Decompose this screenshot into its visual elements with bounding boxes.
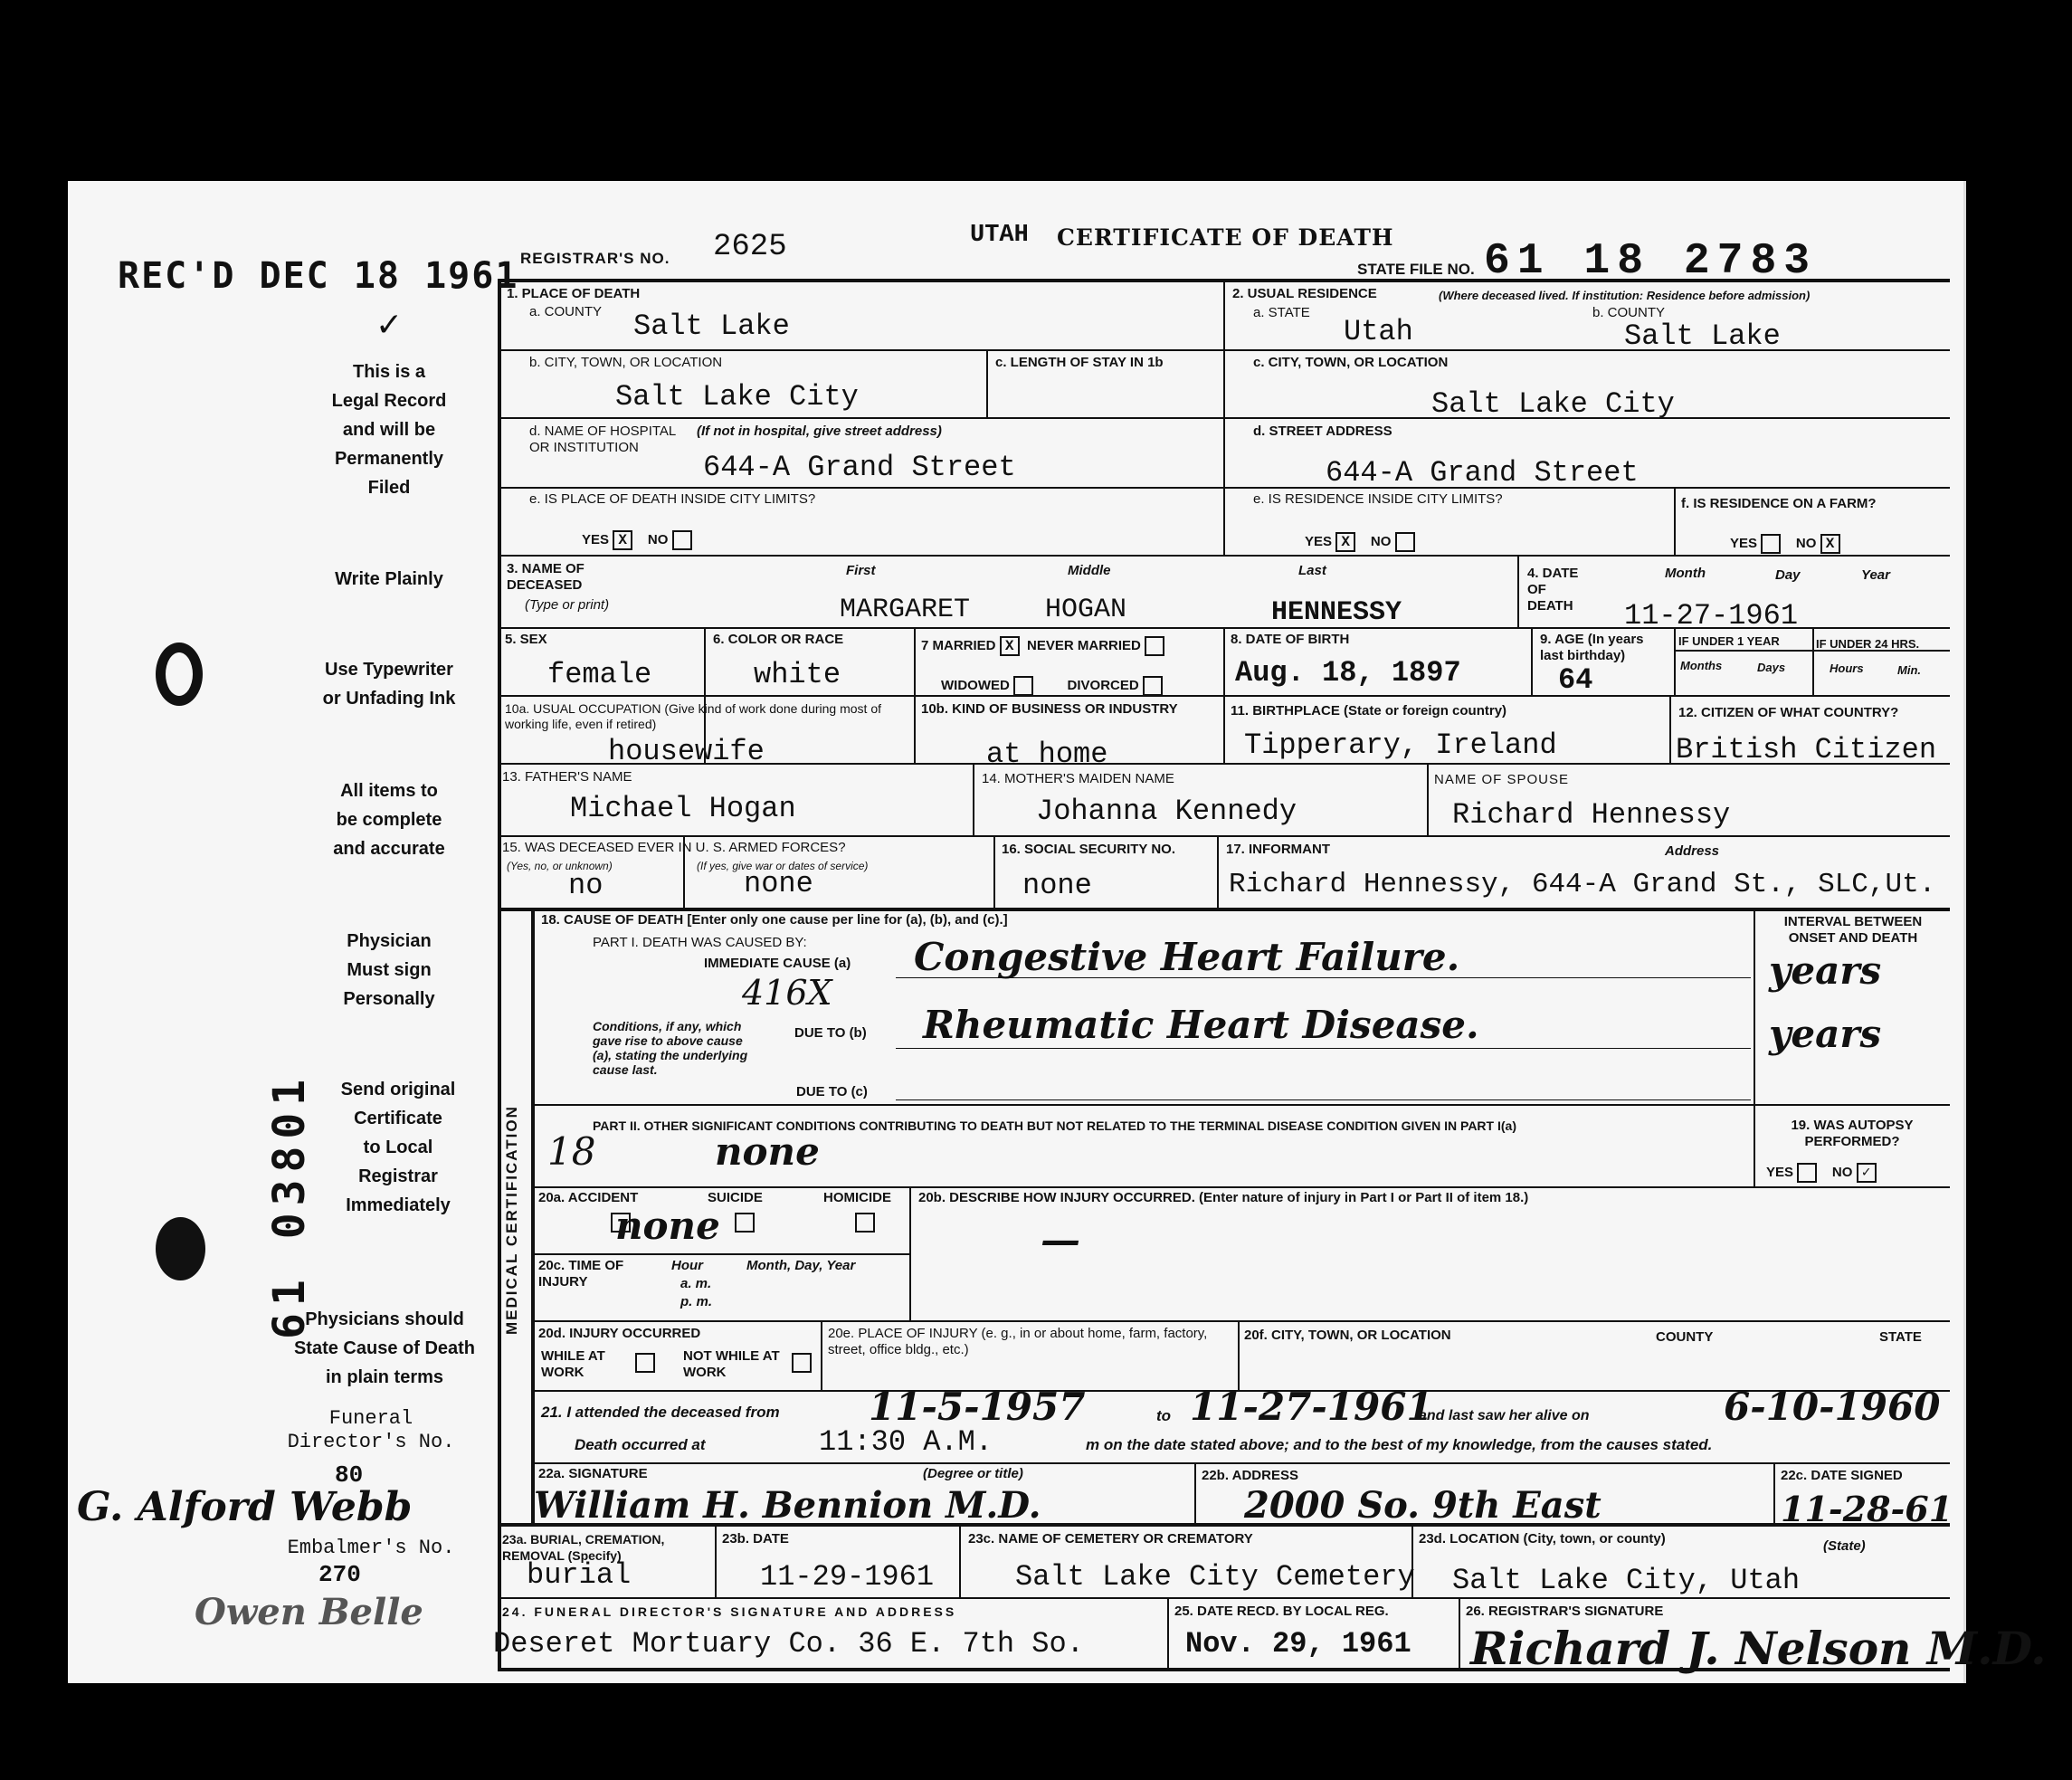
certificate-title: CERTIFICATE OF DEATH [1057,224,1394,251]
residence-inside-no-checkbox[interactable] [1395,532,1415,552]
divorced-checkbox[interactable] [1143,676,1163,696]
embalmer-label: Embalmer's No. [287,1537,455,1559]
state-file-label: STATE FILE NO. [1357,261,1475,278]
registrar-signature: Richard J. Nelson M.D. [1470,1622,2047,1675]
armed-note-1: (Yes, no, or unknown) [507,860,613,872]
residence-county-label: b. COUNTY [1592,305,1666,320]
deceased-name-label: 3. NAME OF DECEASED [507,561,585,593]
armed-value: no [568,869,604,902]
birthplace-label: 11. BIRTHPLACE (State or foreign country) [1231,703,1507,719]
location-label: 23d. LOCATION (City, town, or county) [1419,1531,1666,1547]
received-stamp: REC'D DEC 18 1961 [118,255,519,297]
due-to-c-label: DUE TO (c) [796,1084,868,1099]
informant-value: Richard Hennessy, 644-A Grand St., SLC,Ut. [1229,869,1936,900]
suicide-checkbox[interactable] [735,1213,755,1233]
autopsy-no-checkbox[interactable]: ✓ [1857,1163,1877,1183]
hour-label: Hour [671,1258,703,1273]
part2-label: PART II. OTHER SIGNIFICANT CONDITIONS CONTRIBUTING TO DEATH BUT NOT RELATED TO THE TERMINAL DISEASE CONDITION GIVEN IN PART I(a) [593,1118,1516,1133]
time-of-injury-label: 20c. TIME OF INJURY [538,1258,624,1290]
residence-note: (Where deceased lived. If institution: Residence before admission) [1439,289,1811,302]
month-label: Month [1665,566,1706,581]
punch-hole-bottom [156,1217,205,1280]
sex-label: 5. SEX [505,632,547,647]
citizen-label: 12. CITIZEN OF WHAT COUNTRY? [1678,705,1899,720]
first-label: First [846,563,876,578]
physician-address: 2000 So. 9th East [1244,1484,1602,1527]
while-at-work-label: WHILE AT WORK [541,1348,605,1380]
place-of-death-label: 1. PLACE OF DEATH [507,286,641,301]
usual-residence-label: 2. USUAL RESIDENCE [1232,286,1377,301]
cemetery-value: Salt Lake City Cemetery [1015,1560,1415,1594]
last-saw-date: 6-10-1960 [1724,1385,1941,1429]
death-hospital: 644-A Grand Street [703,451,1016,484]
degree-label: (Degree or title) [923,1466,1023,1481]
dob-value: Aug. 18, 1897 [1235,656,1461,690]
city-label: b. CITY, TOWN, OR LOCATION [529,355,723,370]
armed-note-2: (If yes, give war or dates of service) [697,860,869,872]
residence-inside-limits-label: e. IS RESIDENCE INSIDE CITY LIMITS? [1253,491,1503,507]
middle-label: Middle [1068,563,1111,578]
under-year-label: IF UNDER 1 YEAR [1678,634,1780,648]
cause-of-death-label: 18. CAUSE OF DEATH [Enter only one cause per line for (a), (b), and (c).] [541,912,1008,928]
residence-state: Utah [1344,315,1413,348]
hospital-label: d. NAME OF HOSPITAL OR INSTITUTION [529,424,676,455]
injury-state-label: STATE [1879,1329,1922,1345]
length-of-stay-label: c. LENGTH OF STAY IN 1b [995,355,1164,370]
homicide-checkbox[interactable] [855,1213,875,1233]
place-of-injury-label: 20e. PLACE OF INJURY (e. g., in or about home, farm, factory, street, office bldg., etc.) [828,1326,1208,1357]
day-label: Day [1775,567,1801,583]
informant-label: 17. INFORMANT [1226,842,1331,857]
residence-street: 644-A Grand Street [1326,456,1639,490]
due-to-b-label: DUE TO (b) [794,1025,867,1041]
married-checkbox[interactable]: X [1000,636,1020,656]
spouse-name: Richard Hennessy [1452,798,1731,832]
complete-notice: All items to be complete and accurate [333,781,445,859]
send-original-notice: Send original Certificate to Local Registrar Immediately [340,1080,456,1215]
location-state-label: (State) [1823,1538,1866,1554]
part2-mark: 18 [547,1129,596,1174]
funeral-director-value: Deseret Mortuary Co. 36 E. 7th So. [493,1627,1084,1661]
widowed-checkbox[interactable] [1013,676,1033,696]
residence-county: Salt Lake [1624,319,1781,353]
state-file-no: 61 18 2783 [1484,237,1818,286]
ssn-value: none [1022,869,1092,902]
father-label: 13. FATHER'S NAME [502,769,632,785]
age-value: 64 [1558,663,1593,697]
pm-label: p. m. [680,1294,713,1309]
business-label: 10b. KIND OF BUSINESS OR INDUSTRY [921,701,1178,717]
homicide-label: HOMICIDE [823,1190,891,1205]
physician-sign-notice: Physician Must sign Personally [343,931,435,1009]
registrar-no: 2625 [713,230,787,264]
funeral-director-signature: Owen Belle [195,1591,423,1633]
deceased-middle: HOGAN [1045,595,1127,625]
dob-label: 8. DATE OF BIRTH [1231,632,1350,647]
cause-b: Rheumatic Heart Disease. [923,1003,1479,1047]
farm-no-checkbox[interactable]: X [1820,534,1840,554]
location-value: Salt Lake City, Utah [1452,1564,1801,1597]
physicians-state-notice: Physicians should State Cause of Death in plain terms [293,1309,476,1387]
race-label: 6. COLOR OR RACE [713,632,844,647]
while-at-work-checkbox[interactable] [635,1353,655,1373]
father-name: Michael Hogan [570,792,796,825]
funeral-director-label: Funeral Director's No. [287,1407,455,1453]
attended-label: 21. I attended the deceased from [541,1404,780,1421]
mother-label: 14. MOTHER'S MAIDEN NAME [982,771,1174,786]
injury-description-label: 20b. DESCRIBE HOW INJURY OCCURRED. (Enter nature of injury in Part I or Part II of item 18.) [918,1190,1529,1205]
write-plainly-notice: Write Plainly [335,569,443,589]
month-day-year-label: Month, Day, Year [746,1258,856,1273]
inside-limits-label: e. IS PLACE OF DEATH INSIDE CITY LIMITS? [529,491,816,507]
signature-label: 22a. SIGNATURE [538,1466,648,1481]
to-label: to [1156,1407,1172,1424]
autopsy-answer: YES NO ✓ [1766,1163,1877,1183]
cemetery-label: 23c. NAME OF CEMETERY OR CREMATORY [968,1531,1253,1547]
spouse-label: NAME OF SPOUSE [1434,772,1570,787]
ssn-label: 16. SOCIAL SECURITY NO. [1002,842,1175,857]
interval-label: INTERVAL BETWEEN ONSET AND DEATH [1783,914,1923,946]
embalmer-signature: G. Alford Webb [77,1484,413,1530]
burial-label: 23a. BURIAL, CREMATION, REMOVAL (Specify) [502,1532,665,1563]
last-saw-label: and last saw her alive on [1419,1408,1590,1423]
interval-a: years [1769,948,1882,993]
death-county: Salt Lake [633,309,790,343]
race-value: white [754,658,841,691]
registrar-signature-label: 26. REGISTRAR'S SIGNATURE [1466,1604,1664,1619]
occupation-label: 10a. USUAL OCCUPATION (Give kind of work done during most of working life, even if retired) [505,701,882,731]
part2-value: none [715,1129,820,1174]
under-hours-label: IF UNDER 24 HRS. [1816,637,1920,651]
typewriter-notice: Use Typewriter or Unfading Ink [322,660,456,709]
marital-status: 7 MARRIED X NEVER MARRIED [921,636,1164,656]
burial-value: burial [527,1558,632,1592]
embalmer-no: 270 [318,1561,361,1588]
legal-record-notice: This is a Legal Record and will be Permanently Filed [331,362,447,498]
icd-code: 416X [742,973,832,1013]
mother-name: Johanna Kennedy [1036,795,1297,828]
address-label: Address [1665,843,1720,859]
death-occurred-tail: m on the date stated above; and to the best of my knowledge, from the causes stated. [1086,1436,1713,1453]
armed-forces-label: 15. WAS DECEASED EVER IN U. S. ARMED FORCES? [502,840,846,855]
farm-yes-checkbox[interactable] [1761,534,1781,554]
burial-date-label: 23b. DATE [722,1531,789,1547]
funeral-director-no: 80 [335,1461,364,1489]
residence-inside-yes-checkbox[interactable]: X [1335,532,1355,552]
death-inside-limits: YES X NO [582,530,692,550]
autopsy-label: 19. WAS AUTOPSY PERFORMED? [1791,1118,1914,1149]
deceased-name-note: (Type or print) [525,597,610,613]
farm-label: f. IS RESIDENCE ON A FARM? [1681,496,1877,511]
age-label: 9. AGE (In years last birthday) [1540,632,1644,663]
death-inside-yes-checkbox[interactable]: X [613,530,632,550]
min-label: Min. [1897,663,1921,677]
accident-value: none [615,1204,720,1248]
physician-address-label: 22b. ADDRESS [1202,1468,1298,1483]
date-signed: 11-28-61 [1781,1489,1953,1529]
residence-city: Salt Lake City [1431,387,1675,421]
check-mark: ✓ [375,306,404,343]
county-label: a. COUNTY [529,304,603,319]
birthplace-value: Tipperary, Ireland [1244,728,1557,762]
injury-city-label: 20f. CITY, TOWN, OR LOCATION [1244,1328,1451,1343]
street-label: d. STREET ADDRESS [1253,424,1392,439]
registrar-no-label: REGISTRAR'S NO. [520,250,670,267]
deceased-last: HENNESSY [1271,597,1402,628]
cause-a: Congestive Heart Failure. [914,935,1460,979]
date-of-death: 11-27-1961 [1624,599,1799,633]
days-label: Days [1757,661,1786,674]
business-value: at home [986,738,1108,771]
attended-from: 11-5-1957 [869,1385,1086,1429]
injury-occurred-label: 20d. INJURY OCCURRED [538,1326,701,1341]
occupation-value: housewife [608,735,765,768]
citizen-value: British Citizen [1676,733,1937,766]
armed-service: none [744,867,813,900]
never-married-checkbox[interactable] [1145,636,1164,656]
attended-to: 11-27-1961 [1190,1385,1433,1429]
medical-certification-label: MEDICAL CERTIFICATION [503,1105,520,1335]
year-label: Year [1861,567,1890,583]
not-while-at-work-checkbox[interactable] [792,1353,812,1373]
sex-value: female [547,658,652,691]
conditions-note: Conditions, if any, which gave rise to above cause (a), stating the underlying cause last. [593,1019,748,1077]
residence-city-label: c. CITY, TOWN, OR LOCATION [1253,355,1449,370]
marital-status-2: WIDOWED DIVORCED [941,676,1163,696]
death-time: 11:30 A.M. [819,1425,993,1459]
residence-inside-limits: YES X NO [1305,532,1415,552]
not-while-at-work-label: NOT WHILE AT WORK [683,1348,780,1380]
hospital-note: (If not in hospital, give street address) [697,424,942,439]
farm-answer: YES NO X [1730,534,1840,554]
last-label: Last [1298,563,1326,578]
death-city: Salt Lake City [615,380,859,414]
title-state: UTAH [970,222,1029,249]
physician-signature: William H. Bennion M.D. [534,1484,1041,1527]
hours-label: Hours [1830,662,1864,675]
date-recd: Nov. 29, 1961 [1185,1627,1411,1661]
vertical-file-number: 61 03801 [264,1071,315,1339]
deceased-first: MARGARET [840,595,971,625]
punch-hole-top [156,643,203,706]
part1-label: PART I. DEATH WAS CAUSED BY: [593,935,807,950]
injury-county-label: COUNTY [1656,1329,1714,1345]
accident-label: 20a. ACCIDENT [538,1190,639,1205]
funeral-director-signature-label: 24. FUNERAL DIRECTOR'S SIGNATURE AND ADDRESS [502,1604,957,1619]
am-label: a. m. [680,1276,712,1291]
injury-description: — [1041,1217,1080,1263]
date-signed-label: 22c. DATE SIGNED [1781,1468,1903,1483]
death-inside-no-checkbox[interactable] [672,530,692,550]
interval-b: years [1769,1012,1882,1056]
burial-date: 11-29-1961 [760,1560,935,1594]
months-label: Months [1680,659,1723,672]
autopsy-yes-checkbox[interactable] [1797,1163,1817,1183]
date-of-death-label: 4. DATE OF DEATH [1527,566,1579,614]
suicide-label: SUICIDE [708,1190,763,1205]
date-recd-label: 25. DATE RECD. BY LOCAL REG. [1174,1604,1389,1619]
immediate-cause-label: IMMEDIATE CAUSE (a) [704,956,851,971]
death-occurred-label: Death occurred at [575,1436,706,1453]
state-label: a. STATE [1253,305,1310,320]
